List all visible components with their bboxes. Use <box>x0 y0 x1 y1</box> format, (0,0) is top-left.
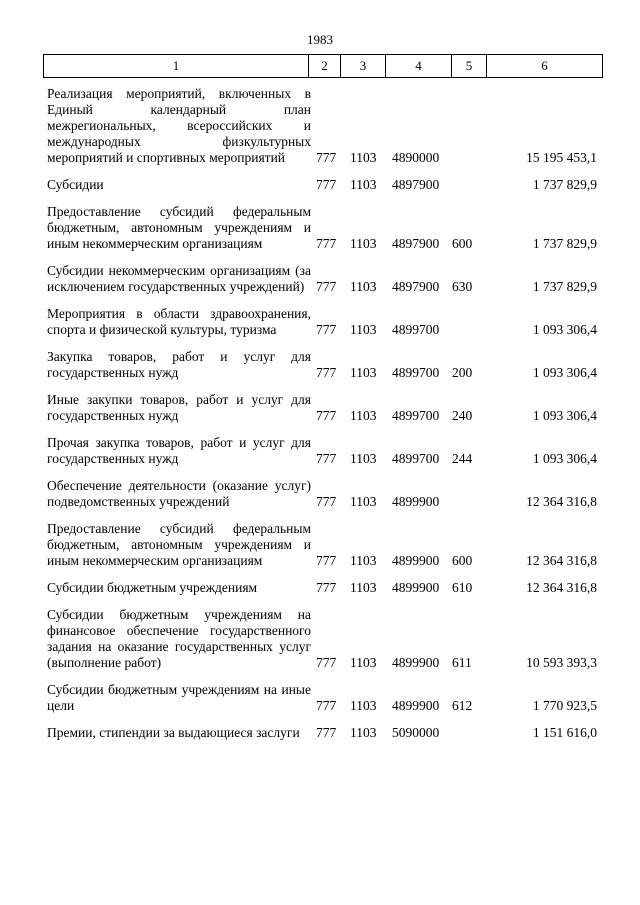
row-name: Обеспечение деятельности (оказание услуг) подведомственных учреждений <box>47 478 311 509</box>
table-row <box>0 580 640 596</box>
row-amount: 1 093 306,4 <box>532 451 597 466</box>
row-amount: 15 195 453,1 <box>526 150 597 165</box>
row-section-code: 1103 <box>350 177 377 192</box>
table-row <box>0 204 640 252</box>
row-name: Прочая закупка товаров, работ и услуг для государственных нужд <box>47 435 311 466</box>
row-expense-type-code: 200 <box>452 365 473 380</box>
row-section-code: 1103 <box>350 408 377 423</box>
row-chapter-code: 777 <box>316 236 337 251</box>
row-chapter-code: 777 <box>316 150 337 165</box>
row-amount: 1 093 306,4 <box>532 322 597 337</box>
column-header-1: 1 <box>44 55 309 78</box>
row-amount: 1 737 829,9 <box>532 177 597 192</box>
row-section-code: 1103 <box>350 494 377 509</box>
row-expense-type-code: 611 <box>452 655 472 670</box>
row-target-article-code: 4899700 <box>392 365 440 380</box>
row-target-article-code: 4899900 <box>392 580 440 595</box>
row-section-code: 1103 <box>350 150 377 165</box>
row-expense-type-code: 610 <box>452 580 473 595</box>
row-chapter-code: 777 <box>316 725 337 740</box>
row-expense-type-code: 600 <box>452 553 473 568</box>
column-header-table <box>43 54 603 78</box>
column-header-row <box>44 55 603 78</box>
row-section-code: 1103 <box>350 725 377 740</box>
table-row <box>0 349 640 381</box>
table-row <box>0 521 640 569</box>
row-section-code: 1103 <box>350 365 377 380</box>
row-name: Иные закупки товаров, работ и услуг для государственных нужд <box>47 392 311 423</box>
column-header-3: 3 <box>341 55 386 78</box>
row-amount: 1 093 306,4 <box>532 408 597 423</box>
row-target-article-code: 4897900 <box>392 279 440 294</box>
table-row <box>0 435 640 467</box>
column-header-2: 2 <box>309 55 341 78</box>
row-expense-type-code: 600 <box>452 236 473 251</box>
column-header-5: 5 <box>452 55 487 78</box>
row-section-code: 1103 <box>350 236 377 251</box>
row-name: Предоставление субсидий федеральным бюджетным, автономным учреждениям и иным некоммерческим организациям <box>47 521 311 568</box>
row-chapter-code: 777 <box>316 408 337 423</box>
row-expense-type-code: 612 <box>452 698 473 713</box>
table-row <box>0 392 640 424</box>
row-section-code: 1103 <box>350 698 377 713</box>
row-amount: 1 737 829,9 <box>532 236 597 251</box>
table-row <box>0 86 640 166</box>
row-amount: 12 364 316,8 <box>526 553 597 568</box>
row-expense-type-code: 630 <box>452 279 473 294</box>
row-section-code: 1103 <box>350 279 377 294</box>
row-target-article-code: 4899900 <box>392 655 440 670</box>
row-name: Субсидии бюджетным учреждениям на иные цели <box>47 682 311 713</box>
row-name: Премии, стипендии за выдающиеся заслуги <box>47 725 300 740</box>
table-row <box>0 607 640 671</box>
column-header-6: 6 <box>487 55 603 78</box>
row-section-code: 1103 <box>350 580 377 595</box>
table-row <box>0 306 640 338</box>
row-amount: 1 770 923,5 <box>532 698 597 713</box>
row-target-article-code: 4899700 <box>392 408 440 423</box>
row-target-article-code: 4890000 <box>392 150 440 165</box>
row-name: Субсидии некоммерческим организациям (за исключением государственных учреждений) <box>47 263 311 294</box>
row-amount: 12 364 316,8 <box>526 580 597 595</box>
row-amount: 10 593 393,3 <box>526 655 597 670</box>
row-expense-type-code: 244 <box>452 451 473 466</box>
row-chapter-code: 777 <box>316 553 337 568</box>
row-target-article-code: 4899900 <box>392 553 440 568</box>
row-chapter-code: 777 <box>316 451 337 466</box>
row-name: Субсидии <box>47 177 104 192</box>
row-name: Закупка товаров, работ и услуг для государственных нужд <box>47 349 311 380</box>
row-chapter-code: 777 <box>316 365 337 380</box>
row-chapter-code: 777 <box>316 279 337 294</box>
row-target-article-code: 4897900 <box>392 177 440 192</box>
table-row <box>0 478 640 510</box>
row-chapter-code: 777 <box>316 580 337 595</box>
row-name: Предоставление субсидий федеральным бюджетным, автономным учреждениям и иным некоммерческим организациям <box>47 204 311 251</box>
column-header-4: 4 <box>386 55 452 78</box>
table-row <box>0 177 640 193</box>
row-section-code: 1103 <box>350 451 377 466</box>
row-name: Мероприятия в области здравоохранения, спорта и физической культуры, туризма <box>47 306 311 337</box>
row-name: Реализация мероприятий, включенных в Единый календарный план межрегиональных, всероссийских и международных физкультурных мероприятий и спортивных мероприятий <box>47 86 311 165</box>
row-chapter-code: 777 <box>316 494 337 509</box>
row-section-code: 1103 <box>350 322 377 337</box>
row-amount: 1 737 829,9 <box>532 279 597 294</box>
row-section-code: 1103 <box>350 655 377 670</box>
row-name: Субсидии бюджетным учреждениям <box>47 580 258 595</box>
row-name: Субсидии бюджетным учреждениям на финансовое обеспечение государственного задания на оказание государственных услуг (выполнение работ) <box>47 607 311 670</box>
page-number: 1983 <box>307 32 333 47</box>
budget-rows <box>0 86 640 752</box>
row-target-article-code: 4899700 <box>392 322 440 337</box>
row-amount: 1 093 306,4 <box>532 365 597 380</box>
row-target-article-code: 4899900 <box>392 698 440 713</box>
row-amount: 1 151 616,0 <box>532 725 597 740</box>
row-chapter-code: 777 <box>316 177 337 192</box>
table-row <box>0 682 640 714</box>
table-row <box>0 263 640 295</box>
row-chapter-code: 777 <box>316 655 337 670</box>
row-target-article-code: 5090000 <box>392 725 440 740</box>
row-expense-type-code: 240 <box>452 408 473 423</box>
row-target-article-code: 4899700 <box>392 451 440 466</box>
row-amount: 12 364 316,8 <box>526 494 597 509</box>
row-chapter-code: 777 <box>316 322 337 337</box>
row-target-article-code: 4899900 <box>392 494 440 509</box>
row-section-code: 1103 <box>350 553 377 568</box>
row-target-article-code: 4897900 <box>392 236 440 251</box>
row-chapter-code: 777 <box>316 698 337 713</box>
table-row <box>0 725 640 741</box>
